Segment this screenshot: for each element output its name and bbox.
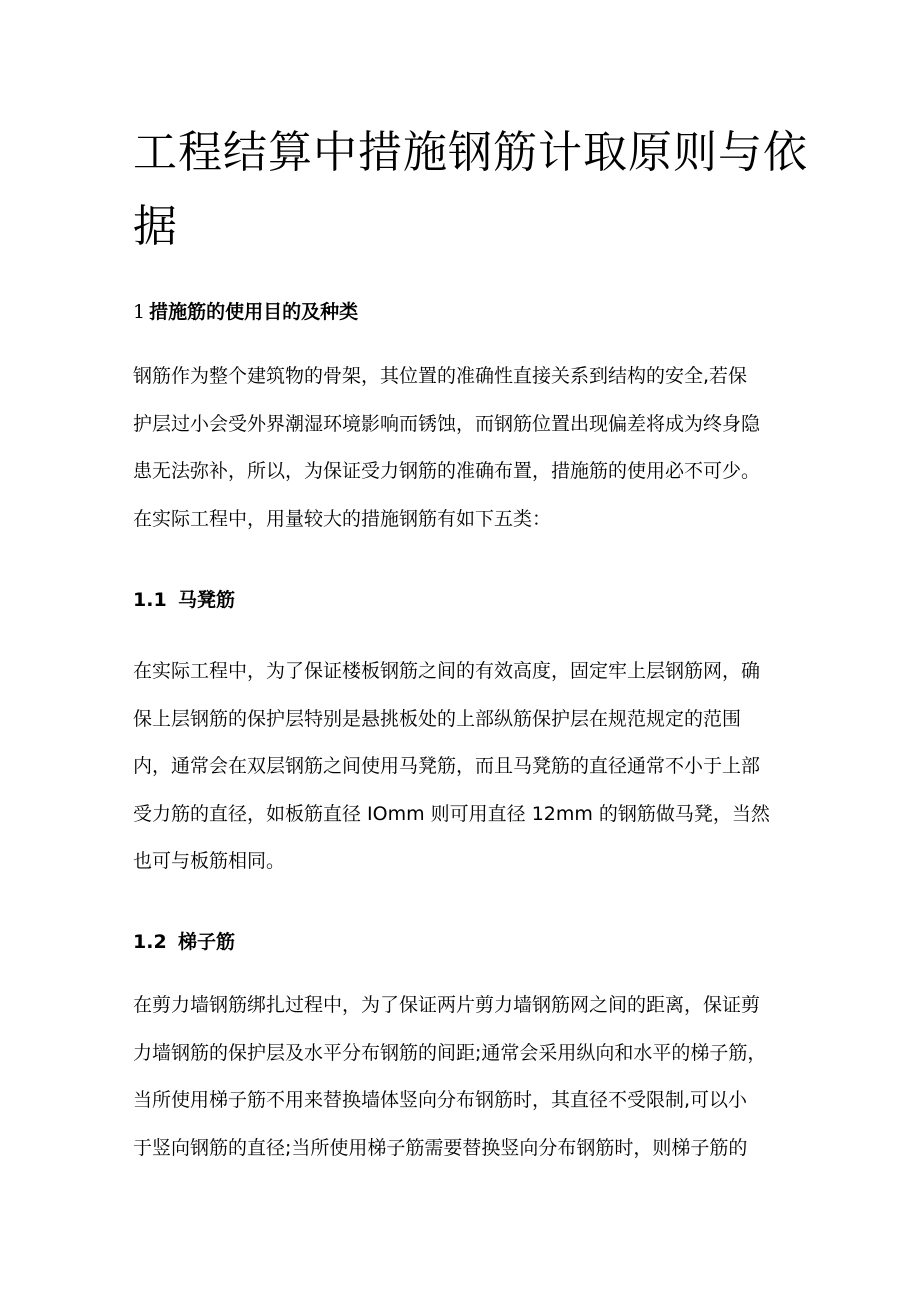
section-1-1-paragraph (133, 648, 813, 886)
paragraph-line: 患无法弥补，所以，为保证受力钢筋的准确布置，措施筋的使用必不可少。 (133, 460, 761, 482)
section-1-1-title: 马凳筋 (178, 589, 236, 611)
section-1-2-number: 1.2 (133, 931, 167, 953)
document-title: 工程结算中措施钢筋计取原则与依据 (133, 127, 808, 252)
section-1-title: 措施筋的使用目的及种类 (149, 301, 359, 323)
section-1-2-title: 梯子筋 (178, 931, 236, 953)
paragraph-line: 受力筋的直径，如板筋直径 IOmm 则可用直径 12mm 的钢筋做马凳，当然 (133, 802, 770, 825)
section-1-heading (133, 297, 358, 327)
section-1-2-paragraph (133, 982, 813, 1172)
paragraph-line: 在实际工程中，用量较大的措施钢筋有如下五类： (133, 507, 552, 530)
paragraph-line: 在剪力墙钢筋绑扎过程中，为了保证两片剪力墙钢筋网之间的距离，保证剪 (133, 994, 761, 1016)
paragraph-line: 也可与板筋相同。 (133, 850, 286, 872)
paragraph-line: 在实际工程中，为了保证楼板钢筋之间的有效高度，固定牢上层钢筋网，确 (133, 660, 761, 682)
paragraph-line: 保上层钢筋的保护层特别是悬挑板处的上部纵筋保护层在规范规定的范围 (133, 707, 742, 730)
paragraph-line: 钢筋作为整个建筑物的骨架，其位置的准确性直接关系到结构的安全,若保 (133, 365, 748, 387)
section-1-number: 1 (133, 301, 146, 323)
paragraph-line: 内，通常会在双层钢筋之间使用马凳筋，而且马凳筋的直径通常不小于上部 (133, 755, 761, 777)
section-1-1-heading (133, 585, 235, 615)
section-1-1-number: 1.1 (133, 589, 167, 611)
paragraph-line: 当所使用梯子筋不用来替换墙体竖向分布钢筋时，其直径不受限制,可以小 (133, 1089, 748, 1111)
paragraph-line: 护层过小会受外界潮湿环境影响而锈蚀，而钢筋位置出现偏差将成为终身隐 (133, 412, 761, 435)
section-1-paragraph (133, 353, 813, 543)
paragraph-line: 力墙钢筋的保护层及水平分布钢筋的间距;通常会采用纵向和水平的梯子筋， (133, 1041, 767, 1064)
section-1-2-heading (133, 927, 235, 957)
paragraph-line: 于竖向钢筋的直径;当所使用梯子筋需要替换竖向分布钢筋时，则梯子筋的 (133, 1136, 748, 1159)
